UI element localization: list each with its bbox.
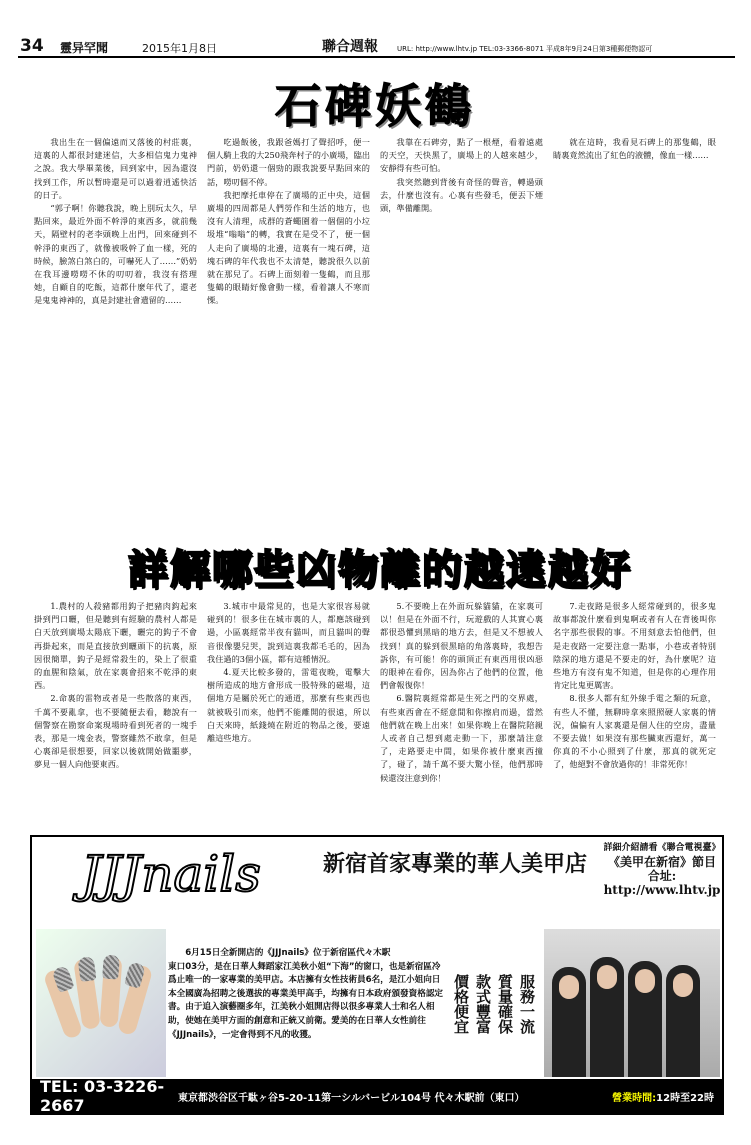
issue-date: 2015年1月8日 bbox=[142, 42, 217, 55]
ad-footer bbox=[32, 1079, 722, 1113]
article1-title: 石碑妖鶴 bbox=[275, 79, 475, 133]
feature-text: 價格便宜 bbox=[452, 974, 470, 1034]
hours-label: 營業時間: bbox=[612, 1092, 657, 1104]
article1-column bbox=[207, 136, 370, 536]
article2-title: 詳解哪些凶物離的越遠越好 bbox=[128, 547, 632, 593]
business-hours bbox=[612, 1089, 722, 1104]
article1-column bbox=[380, 136, 543, 536]
paragraph: 3.城市中最常見的，也是大家很容易就碰到的！很多住在城市裏的人，都應該碰到過，小區裏經常半夜有貓叫，而且貓叫的聲音很像嬰兒哭，說到這裏我都毛毛的，因為我住過的3個小區，都有這種情況。 bbox=[207, 601, 370, 664]
page-number: 34 bbox=[20, 36, 44, 56]
paragraph: 7.走夜路是很多人經常碰到的，很多鬼故事都說什麼看到鬼啊或者有人在背後叫你名字那些很假的事。不用刻意去怕他們，但是走夜路一定要注意一點事，小巷或者特別陰深的地方還是不要走的好，為什麼呢？這些地方有沒有鬼不知道，但是你的心理作用肯定比鬼更厲害。 bbox=[553, 601, 716, 691]
publication-meta: URL: http://www.lhtv.jp TEL:03-3366-8071 平成8年9月24日第3種郵便物認可 bbox=[397, 45, 653, 53]
section-name: 靈异罕聞 bbox=[60, 41, 109, 55]
ad-intro bbox=[602, 841, 722, 921]
paragraph: 我靠在石碑旁，點了一根煙，看着遠處的天空，天快黑了，廣場上的人越來越少，安靜得有些可怕。 bbox=[380, 137, 543, 174]
paragraph: 就在這時，我看見石碑上的那隻鶴，眼睛裏竟然流出了紅色的液體，像血一樣…… bbox=[553, 137, 716, 161]
paragraph: 8.很多人都有紅外線手電之類的玩意，有些人不懂，無聊時拿來照照硬人家裏的情況，偏偏有人家裏還是個人住的空房，盡量不要去做！如果沒有那些臟東西還好，萬一你真的不小心照到了什麼，那真的就死定了，他絕對不會放過你的！非常死你！ bbox=[553, 693, 716, 770]
paragraph: 5.不要晚上在外面玩躲貓貓，在家裏可以！但是在外面不行，玩遊戲的人其實心裏都很恐懼到黑暗的地方去，但是又不想被人找到！真的躲到很黑暗的角落裏時，我想告訴你，有可能！你的頭頂正有東西用很凶惡的眼神在看你，因為你占了他們的位置，他們會報復你！ bbox=[380, 601, 543, 691]
paragraph: 4.夏天比較多發的，雷電夜晚，電擊大樹所造成的地方會形成一股特殊的磁場，這個地方是屬於死亡的通道，那麼有些東西也就被吸引而來，他們不能離開的很遠，所以白天來時，紙錢燒在附近的物品之後，要遠離這些地方。 bbox=[207, 667, 370, 744]
article1-column bbox=[34, 136, 197, 536]
paragraph: “郭子啊！你聽我說，晚上別玩太久，早點回來，最近外面不幹淨的東西多，就前幾天，隔壁村的老李頭晚上出門，回來碰到不幹淨的東西了，就像被吸幹了血一樣，死的時候，臉煞白煞白的，可嚇死人了……”奶奶在我耳邊嘮嘮不休的叨叨着，我沒有搭理她，自顧自的吃飯，這都什麼年代了，還老是鬼鬼神神的，真是封建社會遺留的…… bbox=[34, 203, 197, 306]
staff-photo bbox=[544, 929, 720, 1077]
intro-line: 《美甲在新宿》節目 bbox=[607, 855, 716, 869]
ad-headline: 新宿首家專業的華人美甲店 bbox=[322, 852, 587, 877]
article1-column bbox=[553, 136, 716, 536]
paragraph: 我出生在一個偏遠而又落後的村莊裏，這裏的人都很封建迷信，大多相信鬼力鬼神之說。我大學畢業後，回到家中，因為還沒找到工作，所以暫時還是可以過着逍遙快活的日子。 bbox=[34, 137, 197, 200]
page-header bbox=[18, 36, 735, 58]
ad-description bbox=[168, 947, 446, 1042]
paragraph: 我突然聽到背後有奇怪的聲音，轉過頭去，什麼也沒有。心裏有些發毛，便丟下煙頭，準備離開。 bbox=[380, 176, 543, 214]
paragraph: 1.農村的人殺豬都用鈎子把豬肉鈎起來掛到門口曬，但是聽到有經驗的農村人都是白天放到廣場太陽底下曬，曬完的鈎子不會再掛起來，而是直接放到曬頭下的抗裏，原因很簡單，鈎子是經常殺生的，染上了很重的血腥和陰氣，放在家裏會招來不乾淨的東西。 bbox=[34, 601, 197, 691]
article2-column bbox=[380, 600, 543, 830]
paragraph: 6.醫院裏經常都是生死之門的交界處，有些東西會在不經意間和你擦肩而過，當然他們就在晚上出來！如果你晚上在醫院陪親人或者自己想到處走動一下，那麼請注意了，走路要走中間，如果你被什麼東西撞了，碰了，請千萬不要大驚小怪，他們那時候還沒注意到你！ bbox=[380, 693, 543, 783]
article2-column bbox=[553, 600, 716, 830]
article2-column bbox=[207, 600, 370, 830]
paragraph: 2.命裏的雷物或者是一些散落的東西，千萬不要亂拿，也不要隨便去看，聽說有一個警察在勘察命案現場時看到死者的一塊手表，那是一塊金表，警察雖然不敢拿，但是心裏卻是很想要，回家以後就開始做噩夢，夢見一個人向他要東西。 bbox=[34, 693, 197, 770]
address: 東京都渋谷区千駄ヶ谷5-20-11第一シルバービル104号 代々木駅前（東口） bbox=[178, 1092, 525, 1104]
feature-text: 服務一流 bbox=[518, 974, 536, 1034]
newspaper-name: 聯合週報 bbox=[322, 39, 378, 55]
phone-number: TEL: 03-3226-2667 bbox=[40, 1077, 165, 1115]
ad-body bbox=[36, 929, 446, 1077]
article2-column bbox=[34, 600, 197, 830]
ad-description-text: 東口03分，是在日華人舞蹈家江美秋小姐“下海”的窗口，也是新宿區冷爲止唯一的一家專業的美甲店。本店擁有女性技術員6名，是江小姐向日本全國廣為招聘之後選拔的專業美甲高手，均擁有日本政府頒發資格認定書。由于追入演藝圈多年，江美秋小姐開店得以很多專業人士和名人相助，使她在美甲方面的創意和正統又前衛。愛美的在日華人女性前往《JJJnails》，一定會得到不凡的收獲。 bbox=[168, 961, 444, 1040]
intro-line: 詳細介紹請看《聯合電視臺》 bbox=[603, 843, 721, 853]
feature-text: 款式豐富 bbox=[474, 974, 492, 1034]
ad-description-title: 6月15日全新開店的《JJJnails》位于新宿區代々木駅 bbox=[185, 948, 391, 958]
paragraph: 我把摩托車停在了廣場的正中央，這個廣場的四周都是人們勞作和生活的地方，也沒有人清理，成群的蒼蠅圍着一個個的小垃圾堆“嗡嗡”的轉，我實在是受不了，便一個人走向了廣場的北邊，這裏有一塊石碑，這塊石碑的年代我也不太清楚，聽說很久以前就在那兒了。石碑上面刻着一隻鶴，而且那隻鶴的眼睛好像會動一樣，看着讓人不寒而慄。 bbox=[207, 189, 370, 306]
paragraph: 吃過飯後，我跟爸媽打了聲招呼，便一個人騎上我的大250飛奔村子的小廣場，臨出門前，奶奶還一個勁的跟我說要早點回來的話，嘮叨個不停。 bbox=[207, 137, 370, 187]
article2-body bbox=[34, 600, 716, 830]
article1-body bbox=[34, 136, 716, 536]
salon-logo: JJJnails bbox=[81, 845, 261, 903]
intro-url: 合址: http://www.lhtv.jp bbox=[603, 869, 721, 897]
feature-text: 質量確保 bbox=[496, 974, 514, 1034]
nails-photo bbox=[36, 929, 166, 1077]
nail-salon-ad bbox=[30, 835, 724, 1115]
service-features bbox=[450, 929, 542, 1079]
hours-value: 12時至22時 bbox=[656, 1092, 714, 1104]
